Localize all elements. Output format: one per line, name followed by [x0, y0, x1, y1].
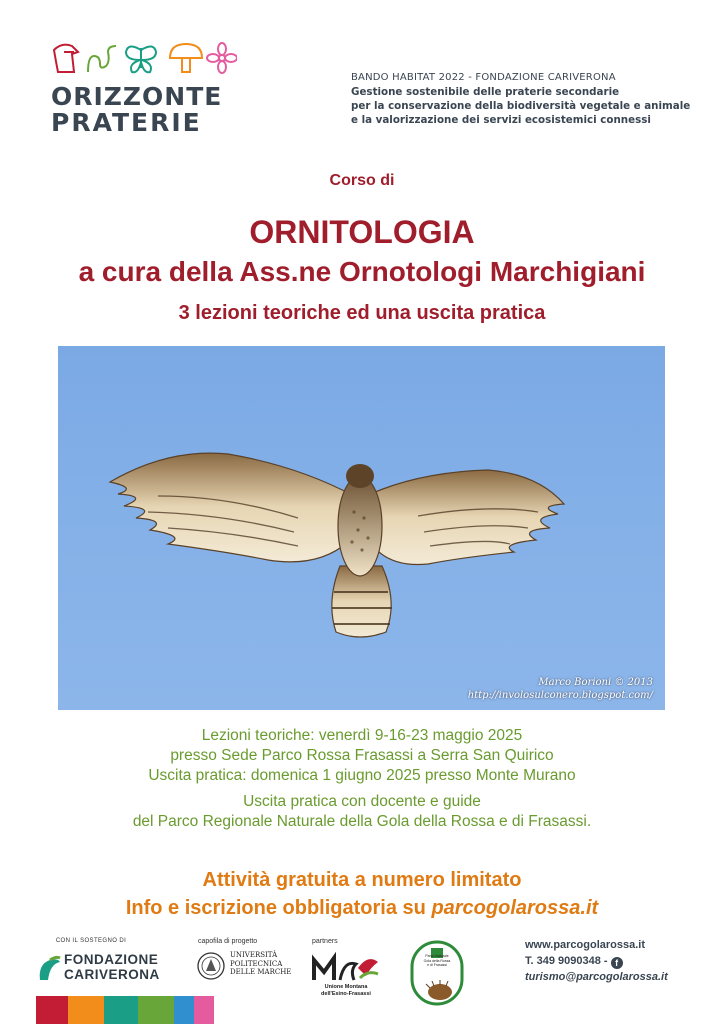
- univ-line: UNIVERSITÀ: [230, 951, 278, 959]
- badge-line: Gola della Rossa: [423, 958, 451, 963]
- lead-partner-caption: capofila di progetto: [198, 938, 258, 945]
- cta-line-1: Attività gratuita a numero limitato: [202, 869, 522, 891]
- color-bar: [36, 996, 214, 1024]
- bando-line: per la conservazione della biodiversità vegetale e animale: [351, 100, 691, 112]
- fondazione-mark-icon: [36, 954, 62, 984]
- schedule-info: [0, 726, 724, 832]
- project-logo: [51, 84, 222, 136]
- bando-title: BANDO HABITAT 2022 - FONDAZIONE CARIVERONA: [351, 72, 616, 83]
- color-bar-segment: [174, 996, 194, 1024]
- info-line: presso Sede Parco Rossa Frasassi a Serra San Quirico: [170, 747, 554, 764]
- call-to-action: [0, 866, 724, 922]
- mushroom-icon: [170, 44, 202, 72]
- course-curator: a cura della Ass.ne Ornotologi Marchigiani: [78, 256, 646, 287]
- park-badge-label: [422, 954, 452, 968]
- contact-email[interactable]: turismo@parcogolarossa.it: [525, 971, 668, 983]
- badge-line: Parco Naturale: [425, 954, 449, 958]
- university-seal-icon: [196, 951, 226, 981]
- color-bar-segment: [104, 996, 138, 1024]
- photo-credit: [468, 676, 653, 702]
- partners-caption: partners: [312, 938, 338, 945]
- contacts-block: [525, 937, 720, 985]
- info-line: Uscita pratica: domenica 1 giugno 2025 presso Monte Murano: [148, 767, 576, 784]
- butterfly-icon: [126, 46, 156, 72]
- badge-line: e di Frasassi: [427, 963, 447, 967]
- logo-line-2: PRATERIE: [51, 108, 202, 137]
- unione-montana-name: [310, 984, 382, 998]
- website-link[interactable]: parcogolarossa.it: [431, 897, 599, 919]
- color-bar-segment: [68, 996, 104, 1024]
- color-bar-segment: [138, 996, 174, 1024]
- eagle-illustration: [58, 346, 665, 710]
- info-line: Lezioni teoriche: venerdì 9-16-23 maggio 2025: [201, 727, 523, 744]
- bando-line: Gestione sostenibile delle praterie secondarie: [351, 86, 620, 98]
- hero-photo: [58, 346, 665, 710]
- fondazione-line-1: FONDAZIONE: [64, 952, 159, 967]
- univ-line: DELLE MARCHE: [230, 968, 292, 976]
- cta-line-2: [0, 894, 724, 922]
- flower-icon: [207, 43, 237, 73]
- partners-block: [310, 938, 390, 997]
- park-badge-icon: [410, 940, 464, 1006]
- info-line: del Parco Regionale Naturale della Gola della Rossa e di Frasassi.: [132, 813, 592, 830]
- color-bar-segment: [194, 996, 214, 1024]
- info-line: Uscita pratica con docente e guide: [243, 793, 481, 810]
- contact-phone[interactable]: T. 349 9090348 -: [525, 955, 608, 967]
- bando-block: [351, 70, 691, 127]
- fondazione-logo: [36, 952, 186, 988]
- unione-line-2: dell'Esino-Frasassi: [321, 991, 371, 997]
- unione-montana-logo-icon: [310, 950, 382, 984]
- cta-prefix: Info e iscrizione obbligatoria su: [125, 897, 432, 919]
- photo-credit-url: http://involosulconero.blogspot.com/: [467, 690, 653, 701]
- univ-line: POLITECNICA: [230, 959, 283, 968]
- photo-credit-author: Marco Borioni © 2013: [538, 677, 653, 688]
- parco-badge: [410, 940, 464, 1006]
- university-name: [230, 951, 291, 977]
- lead-partner-block: [196, 938, 296, 976]
- course-label: Corso di: [329, 172, 395, 189]
- course-subtitle: 3 lezioni teoriche ed una uscita pratica: [178, 302, 546, 324]
- sponsor-block: [36, 938, 186, 982]
- unione-line-1: Unione Montana: [324, 984, 368, 990]
- bando-line: e la valorizzazione dei servizi ecosistemici connessi: [351, 114, 651, 126]
- logo-line-1: ORIZZONTE: [51, 82, 223, 111]
- course-title: ORNITOLOGIA: [249, 214, 475, 250]
- contact-website[interactable]: www.parcogolarossa.it: [525, 939, 646, 951]
- sponsor-caption: CON IL SOSTEGNO DI: [55, 938, 127, 944]
- color-bar-segment: [36, 996, 68, 1024]
- facebook-icon[interactable]: f: [611, 957, 623, 969]
- fondazione-line-2: CARIVERONA: [64, 967, 160, 982]
- eagle-icon: [54, 45, 78, 72]
- contact-phone-row: [525, 953, 720, 969]
- snake-icon: [88, 46, 116, 72]
- logo-icons: [52, 42, 237, 76]
